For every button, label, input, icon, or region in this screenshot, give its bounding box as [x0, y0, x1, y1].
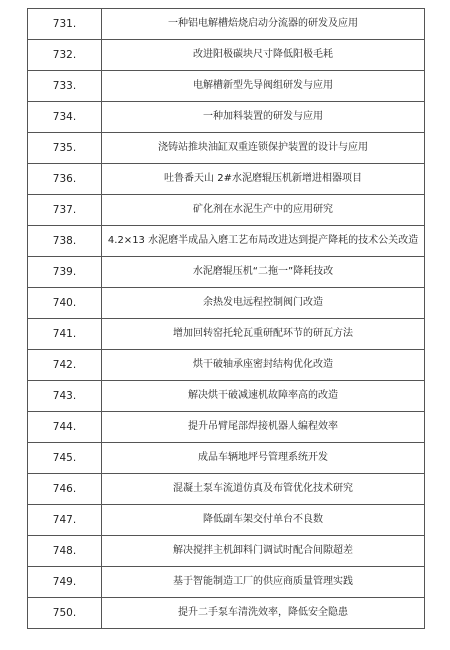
project-title: 烘干破轴承座密封结构优化改造 [102, 350, 425, 381]
project-list-table [27, 8, 425, 629]
row-number: 739. [28, 257, 102, 288]
project-title: 基于智能制造工厂的供应商质量管理实践 [102, 567, 425, 598]
row-number: 735. [28, 133, 102, 164]
project-title: 混凝土泵车流道仿真及布管优化技术研究 [102, 474, 425, 505]
row-number: 749. [28, 567, 102, 598]
project-title: 吐鲁番天山 2#水泥磨辊压机新增进相器项目 [102, 164, 425, 195]
table-row [28, 133, 425, 164]
row-number: 738. [28, 226, 102, 257]
table-row [28, 505, 425, 536]
project-title: 提升吊臂尾部焊接机器人编程效率 [102, 412, 425, 443]
project-title: 矿化剂在水泥生产中的应用研究 [102, 195, 425, 226]
project-title: 增加回转窑托轮瓦重研配环节的研瓦方法 [102, 319, 425, 350]
table-row [28, 381, 425, 412]
row-number: 740. [28, 288, 102, 319]
project-title: 提升二手泵车清洗效率，降低安全隐患 [102, 598, 425, 629]
row-number: 734. [28, 102, 102, 133]
row-number: 742. [28, 350, 102, 381]
table-body [28, 9, 425, 629]
table-row [28, 102, 425, 133]
row-number: 750. [28, 598, 102, 629]
project-title: 一种铝电解槽焙烧启动分流器的研发及应用 [102, 9, 425, 40]
row-number: 731. [28, 9, 102, 40]
project-title: 余热发电远程控制阀门改造 [102, 288, 425, 319]
row-number: 736. [28, 164, 102, 195]
project-title: 改进阳极碳块尺寸降低阳极毛耗 [102, 40, 425, 71]
row-number: 741. [28, 319, 102, 350]
project-title: 电解槽新型先导阀组研发与应用 [102, 71, 425, 102]
table-row [28, 412, 425, 443]
project-title: 4.2×13 水泥磨半成品入磨工艺布局改进达到提产降耗的技术公关改造 [102, 226, 425, 257]
row-number: 733. [28, 71, 102, 102]
row-number: 745. [28, 443, 102, 474]
table-row [28, 9, 425, 40]
row-number: 732. [28, 40, 102, 71]
project-title: 水泥磨辊压机“二拖一”降耗技改 [102, 257, 425, 288]
row-number: 744. [28, 412, 102, 443]
row-number: 743. [28, 381, 102, 412]
row-number: 737. [28, 195, 102, 226]
table-row [28, 164, 425, 195]
table-row [28, 71, 425, 102]
project-title: 降低副车架交付单台不良数 [102, 505, 425, 536]
row-number: 748. [28, 536, 102, 567]
row-number: 747. [28, 505, 102, 536]
table-row [28, 350, 425, 381]
project-title: 解决搅拌主机卸料门调试时配合间隙超差 [102, 536, 425, 567]
table-row [28, 40, 425, 71]
table-row [28, 536, 425, 567]
project-title: 成品车辆地坪号管理系统开发 [102, 443, 425, 474]
table-row [28, 226, 425, 257]
table-row [28, 319, 425, 350]
table-row [28, 288, 425, 319]
project-title: 一种加料装置的研发与应用 [102, 102, 425, 133]
project-title: 解决烘干破减速机故障率高的改造 [102, 381, 425, 412]
table-row [28, 257, 425, 288]
row-number: 746. [28, 474, 102, 505]
table-row [28, 195, 425, 226]
table-row [28, 474, 425, 505]
table-row [28, 598, 425, 629]
table-row [28, 567, 425, 598]
project-title: 浇铸站推块油缸双重连锁保护装置的设计与应用 [102, 133, 425, 164]
table-row [28, 443, 425, 474]
